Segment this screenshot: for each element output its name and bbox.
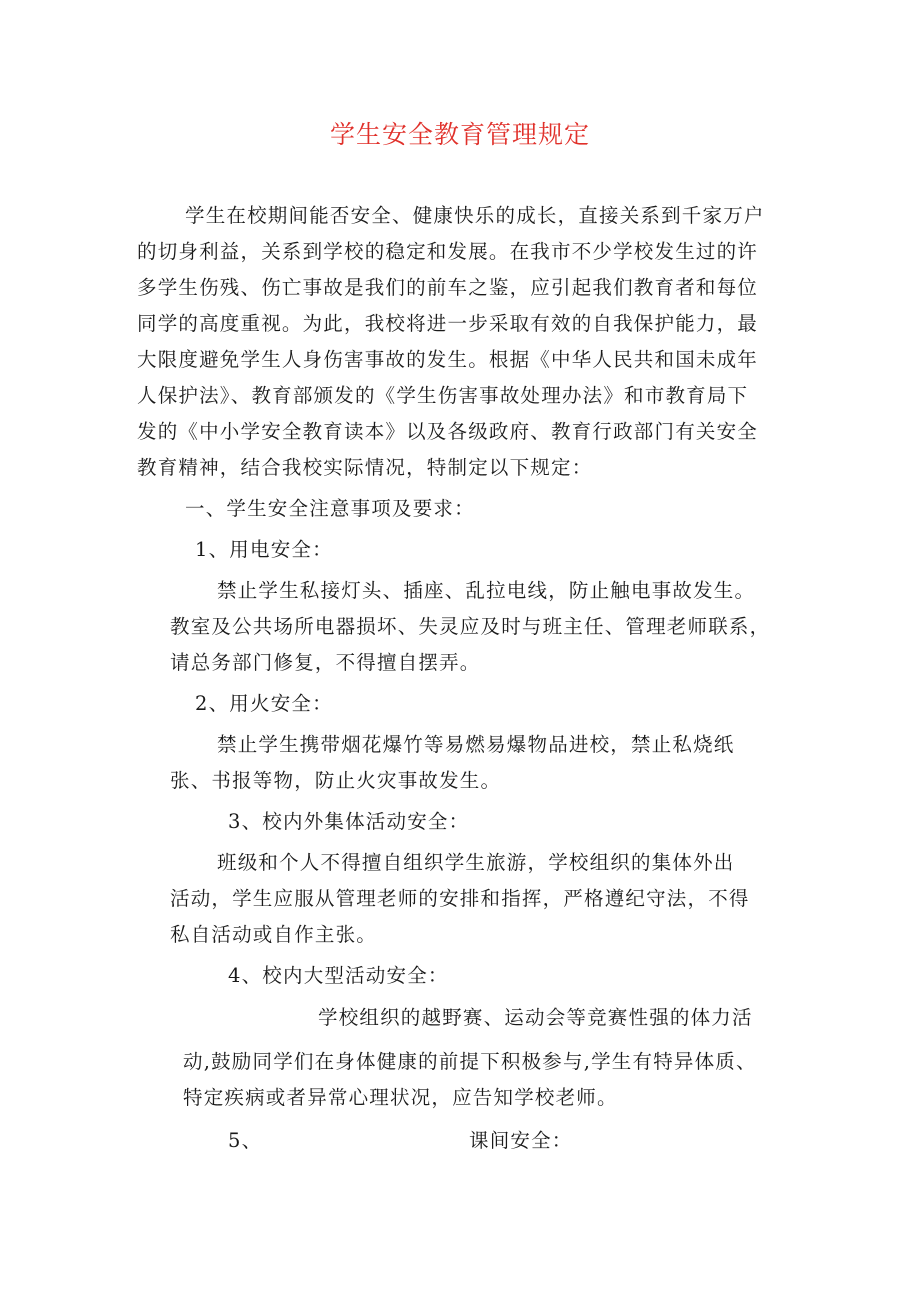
item-heading-large-activity: 4、校内大型活动安全： xyxy=(228,964,449,987)
document-title: 学生安全教育管理规定 xyxy=(329,120,590,149)
intro-line: 学生在校期间能否安全、健康快乐的成长，直接关系到千家万户 xyxy=(185,204,765,227)
intro-line: 同学的高度重视。为此，我校将进一步采取有效的自我保护能力，最 xyxy=(137,312,759,335)
item-heading-electricity: 1、用电安全： xyxy=(195,538,333,561)
item-body-line: 学校组织的越野赛、运动会等竞赛性强的体力活 xyxy=(318,1006,753,1029)
item-body-line: 活动，学生应服从管理老师的安排和指挥，严格遵纪守法，不得 xyxy=(170,887,750,910)
intro-line: 教育精神，结合我校实际情况，特制定以下规定： xyxy=(137,456,593,479)
item-body-line: 动,鼓励同学们在身体健康的前提下积极参与,学生有特异体质、 xyxy=(183,1050,757,1073)
item-body-line: 教室及公共场所电器损坏、失灵应及时与班主任、管理老师联系， xyxy=(170,615,771,638)
item-body-line: 班级和个人不得擅自组织学生旅游，学校组织的集体外出 xyxy=(217,851,735,874)
item-heading-group-activity: 3、校内外集体活动安全： xyxy=(228,810,470,833)
item-body-line: 禁止学生私接灯头、插座、乱拉电线，防止触电事故发生。 xyxy=(217,579,756,602)
item-number-break-time: 5、 xyxy=(228,1129,263,1152)
item-body-line: 私自活动或自作主张。 xyxy=(170,923,378,946)
section-heading: 一、学生安全注意事项及要求： xyxy=(185,497,475,520)
item-body-line: 张、书报等物，防止火灾事故发生。 xyxy=(170,769,502,792)
item-body-line: 请总务部门修复，不得擅自摆弄。 xyxy=(170,651,481,674)
intro-line: 的切身利益，关系到学校的稳定和发展。在我市不少学校发生过的许 xyxy=(137,240,759,263)
item-heading-break-time: 课间安全： xyxy=(469,1129,573,1152)
intro-line: 发的《中小学安全教育读本》以及各级政府、教育行政部门有关安全 xyxy=(137,420,759,443)
item-heading-fire: 2、用火安全： xyxy=(195,692,333,715)
item-body-line: 禁止学生携带烟花爆竹等易燃易爆物品进校，禁止私烧纸 xyxy=(217,733,735,756)
intro-line: 多学生伤残、伤亡事故是我们的前车之鉴，应引起我们教育者和每位 xyxy=(137,276,759,299)
intro-line: 大限度避免学生人身伤害事故的发生。根据《中华人民共和国未成年 xyxy=(137,348,759,371)
item-body-line: 特定疾病或者异常心理状况，应告知学校老师。 xyxy=(183,1086,618,1109)
intro-line: 人保护法》、教育部颁发的《学生伤害事故处理办法》和市教育局下 xyxy=(137,384,749,407)
